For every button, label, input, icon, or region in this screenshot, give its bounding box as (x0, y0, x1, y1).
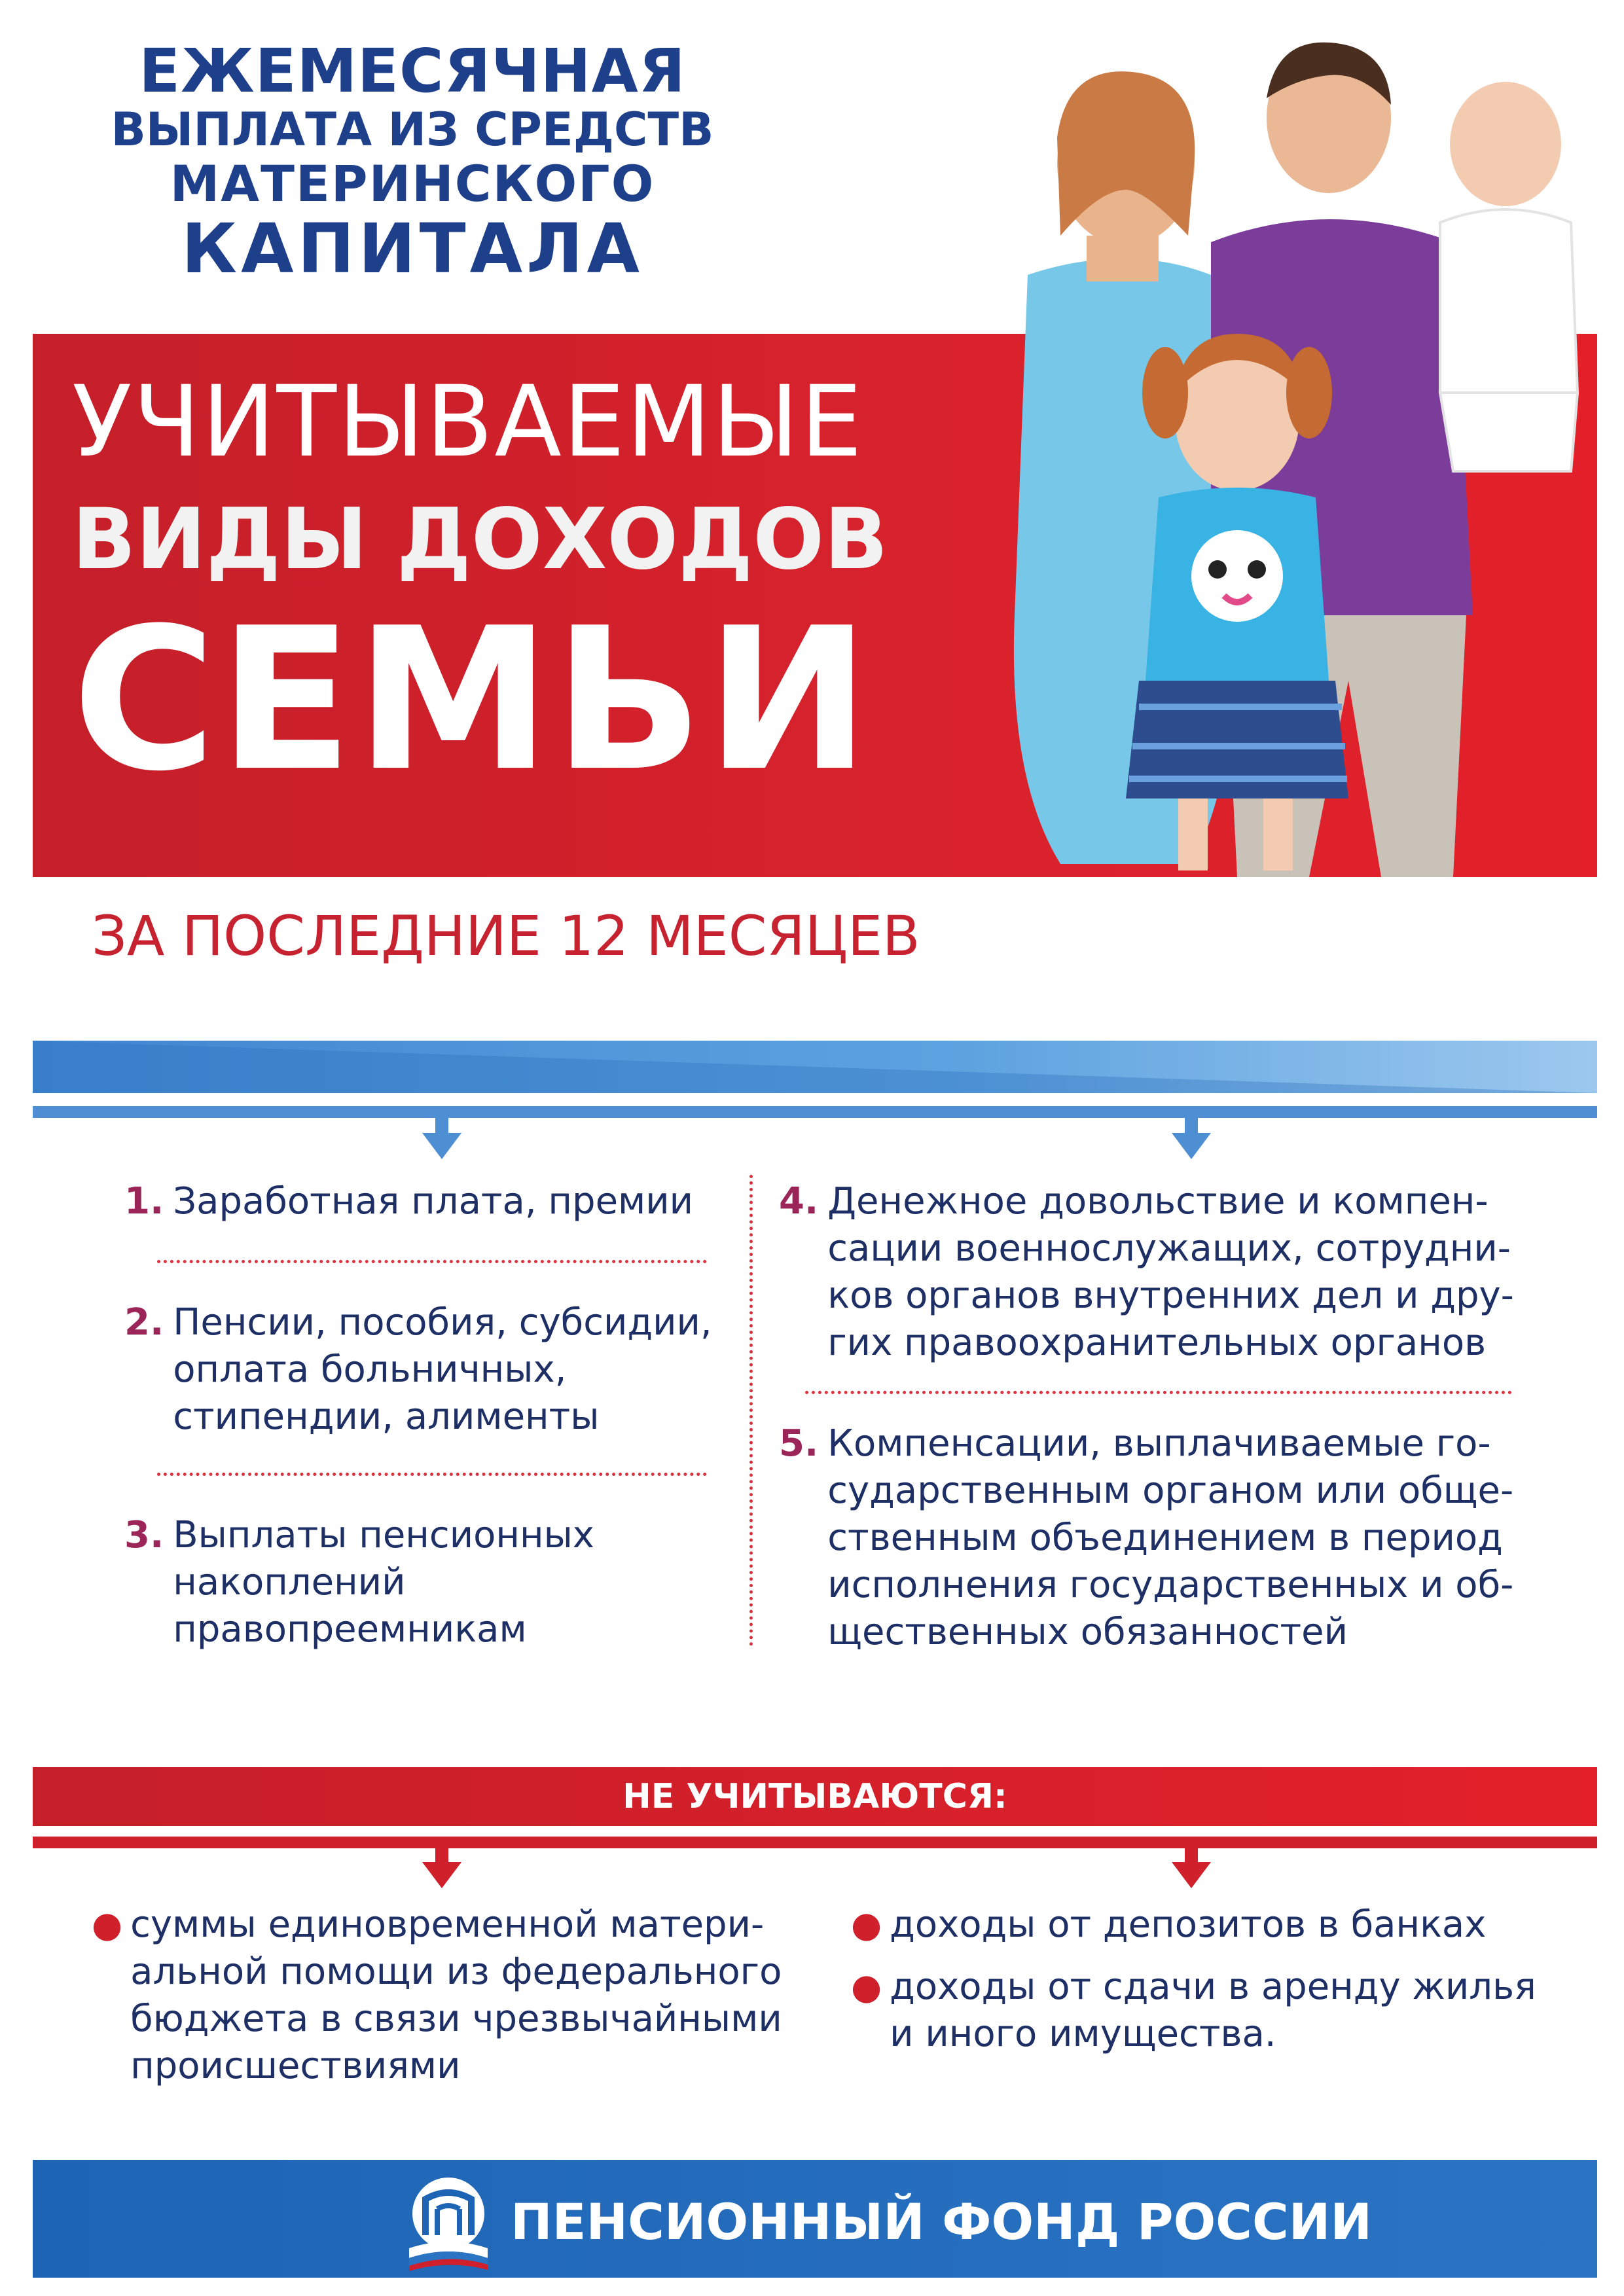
bullet-icon: ● (851, 1904, 882, 1945)
excluded-title-bar: НЕ УЧИТЫВАЮТСЯ: (33, 1767, 1597, 1826)
girl-figure (1126, 334, 1348, 870)
excluded-item (851, 1901, 1584, 1948)
excluded-item (92, 1901, 812, 2090)
income-item-3 (124, 1512, 713, 1653)
family-photo (929, 26, 1591, 890)
vertical-dotted-divider (749, 1175, 753, 1646)
footer-org-name: ПЕНСИОННЫЙ ФОНД РОССИИ (511, 2193, 1372, 2251)
item-text: Денежное довольствие и компен- сации военнослужащих, сотрудни- ков органов внутренних дел и дру- гих правоохранительных органов (827, 1180, 1514, 1364)
dotted-divider (805, 1391, 1512, 1394)
blue-thin-bar (33, 1106, 1597, 1118)
excluded-text: суммы единовременной матери- альной помощи из федерального бюджета в связи чрезвычайными происшествиями (130, 1903, 782, 2087)
pfr-logo-icon (399, 2173, 497, 2271)
red-arrow-down-icon (419, 1846, 465, 1892)
bullet-icon: ● (92, 1904, 123, 1945)
blue-arrow-down-icon (1168, 1117, 1214, 1162)
item-number: 3. (124, 1514, 164, 1556)
item-text: Заработная плата, премии (173, 1180, 694, 1223)
dotted-divider (157, 1473, 707, 1476)
excluded-text: доходы от депозитов в банках (890, 1903, 1487, 1946)
red-arrow-down-icon (1168, 1846, 1214, 1892)
item-text: Пенсии, пособия, субсидии, оплата больничных, стипендии, алименты (173, 1301, 712, 1438)
item-number: 5. (779, 1422, 819, 1465)
dotted-divider (157, 1260, 707, 1263)
income-item-5 (779, 1420, 1564, 1656)
heading-line-4: КАПИТАЛА (181, 209, 643, 289)
heading-line-2: ВЫПЛАТА ИЗ СРЕДСТВ (111, 103, 714, 156)
subtitle: ЗА ПОСЛЕДНИЕ 12 МЕСЯЦЕВ (92, 904, 920, 968)
item-text: Выплаты пенсионных накоплений правопреемникам (173, 1514, 594, 1651)
banner-line-2: ВИДЫ ДОХОДОВ (72, 491, 888, 588)
top-heading (92, 36, 733, 289)
item-number: 4. (779, 1180, 819, 1223)
banner-line-3: СЕМЬИ (72, 586, 873, 814)
item-number: 2. (124, 1301, 164, 1344)
item-text: Компенсации, выплачиваемые го- сударственным органом или обще- ственным объединением в период исполнения государственных и об- щественных обязанностей (827, 1422, 1514, 1653)
heading-line-1: ЕЖЕМЕСЯЧНАЯ (139, 36, 686, 106)
excluded-text: доходы от сдачи в аренду жилья и иного имущества. (890, 1965, 1536, 2055)
excluded-item (851, 1964, 1584, 2058)
income-item-4 (779, 1178, 1564, 1367)
banner-title (72, 365, 988, 814)
income-item-2 (124, 1299, 727, 1441)
income-item-1 (124, 1178, 713, 1225)
banner-line-1: УЧИТЫВАЕМЫЕ (72, 365, 864, 479)
blue-arrow-down-icon (419, 1117, 465, 1162)
item-number: 1. (124, 1180, 164, 1223)
baby-figure (1440, 82, 1578, 471)
red-thin-bar (33, 1837, 1597, 1848)
bullet-icon: ● (851, 1966, 882, 2007)
heading-line-3: МАТЕРИНСКОГО (170, 154, 655, 213)
